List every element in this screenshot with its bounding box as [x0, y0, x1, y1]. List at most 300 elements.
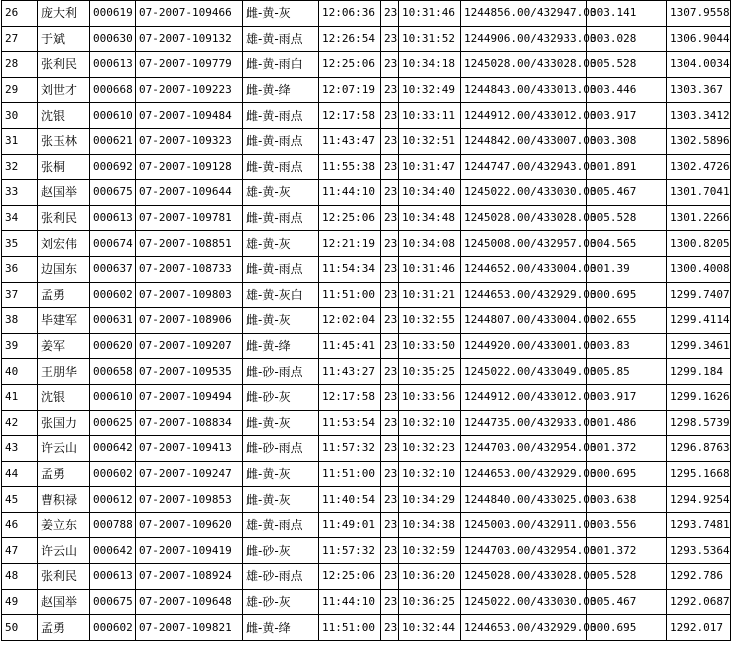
- ring-number-cell: 07-2007-109535: [136, 359, 243, 385]
- release-time-cell: 11:53:54: [319, 410, 381, 436]
- speed-cell: 1298.5739: [667, 410, 731, 436]
- day-cell: 23: [381, 538, 399, 564]
- coordinates-cell: 1244703.00/432954.00: [461, 436, 587, 462]
- distance-cell: 303.028: [587, 26, 667, 52]
- bird-color-cell: 雌-砂-雨点: [243, 359, 319, 385]
- ring-number-cell: 07-2007-109128: [136, 154, 243, 180]
- rank-cell: 48: [2, 564, 38, 590]
- arrival-time-cell: 10:32:23: [399, 436, 461, 462]
- release-time-cell: 11:43:27: [319, 359, 381, 385]
- distance-cell: 304.565: [587, 231, 667, 257]
- table-row: [2, 538, 731, 564]
- release-time-cell: 11:51:00: [319, 282, 381, 308]
- coordinates-cell: 1244856.00/432947.00: [461, 1, 587, 27]
- day-cell: 23: [381, 180, 399, 206]
- speed-cell: 1307.9558: [667, 1, 731, 27]
- coordinates-cell: 1244703.00/432954.00: [461, 538, 587, 564]
- bird-color-cell: 雌-黄-绛: [243, 333, 319, 359]
- owner-name-cell: 赵国举: [38, 589, 90, 615]
- member-id-cell: 000613: [90, 52, 136, 78]
- speed-cell: 1301.2266: [667, 205, 731, 231]
- bird-color-cell: 雌-黄-灰: [243, 461, 319, 487]
- member-id-cell: 000619: [90, 1, 136, 27]
- rank-cell: 32: [2, 154, 38, 180]
- results-table-body: [2, 1, 731, 641]
- distance-cell: 303.917: [587, 384, 667, 410]
- arrival-time-cell: 10:31:46: [399, 1, 461, 27]
- day-cell: 23: [381, 26, 399, 52]
- rank-cell: 28: [2, 52, 38, 78]
- owner-name-cell: 曹积禄: [38, 487, 90, 513]
- bird-color-cell: 雌-黄-灰: [243, 1, 319, 27]
- arrival-time-cell: 10:32:55: [399, 308, 461, 334]
- rank-cell: 44: [2, 461, 38, 487]
- arrival-time-cell: 10:32:51: [399, 128, 461, 154]
- rank-cell: 49: [2, 589, 38, 615]
- distance-cell: 305.528: [587, 52, 667, 78]
- member-id-cell: 000631: [90, 308, 136, 334]
- ring-number-cell: 07-2007-108906: [136, 308, 243, 334]
- distance-cell: 301.486: [587, 410, 667, 436]
- coordinates-cell: 1245028.00/433028.00: [461, 564, 587, 590]
- bird-color-cell: 雄-砂-灰: [243, 589, 319, 615]
- arrival-time-cell: 10:34:29: [399, 487, 461, 513]
- release-time-cell: 12:17:58: [319, 384, 381, 410]
- distance-cell: 301.39: [587, 256, 667, 282]
- member-id-cell: 000658: [90, 359, 136, 385]
- release-time-cell: 11:44:10: [319, 180, 381, 206]
- bird-color-cell: 雄-黄-灰: [243, 180, 319, 206]
- rank-cell: 29: [2, 77, 38, 103]
- release-time-cell: 11:55:38: [319, 154, 381, 180]
- ring-number-cell: 07-2007-109419: [136, 538, 243, 564]
- rank-cell: 43: [2, 436, 38, 462]
- owner-name-cell: 姜立东: [38, 512, 90, 538]
- ring-number-cell: 07-2007-109803: [136, 282, 243, 308]
- bird-color-cell: 雄-黄-雨点: [243, 26, 319, 52]
- ring-number-cell: 07-2007-109644: [136, 180, 243, 206]
- day-cell: 23: [381, 52, 399, 78]
- rank-cell: 46: [2, 512, 38, 538]
- table-row: [2, 282, 731, 308]
- owner-name-cell: 赵国举: [38, 180, 90, 206]
- arrival-time-cell: 10:31:46: [399, 256, 461, 282]
- rank-cell: 27: [2, 26, 38, 52]
- arrival-time-cell: 10:31:47: [399, 154, 461, 180]
- table-row: [2, 128, 731, 154]
- table-row: [2, 52, 731, 78]
- release-time-cell: 11:40:54: [319, 487, 381, 513]
- ring-number-cell: 07-2007-109223: [136, 77, 243, 103]
- rank-cell: 42: [2, 410, 38, 436]
- release-time-cell: 11:57:32: [319, 436, 381, 462]
- release-time-cell: 12:17:58: [319, 103, 381, 129]
- owner-name-cell: 姜军: [38, 333, 90, 359]
- arrival-time-cell: 10:32:10: [399, 461, 461, 487]
- member-id-cell: 000668: [90, 77, 136, 103]
- owner-name-cell: 张利民: [38, 564, 90, 590]
- day-cell: 23: [381, 461, 399, 487]
- rank-cell: 50: [2, 615, 38, 641]
- arrival-time-cell: 10:35:25: [399, 359, 461, 385]
- ring-number-cell: 07-2007-109494: [136, 384, 243, 410]
- arrival-time-cell: 10:32:44: [399, 615, 461, 641]
- arrival-time-cell: 10:34:08: [399, 231, 461, 257]
- release-time-cell: 12:06:36: [319, 1, 381, 27]
- speed-cell: 1295.1668: [667, 461, 731, 487]
- table-row: [2, 461, 731, 487]
- ring-number-cell: 07-2007-109779: [136, 52, 243, 78]
- ring-number-cell: 07-2007-108834: [136, 410, 243, 436]
- coordinates-cell: 1244653.00/432929.00: [461, 461, 587, 487]
- owner-name-cell: 庞大利: [38, 1, 90, 27]
- rank-cell: 47: [2, 538, 38, 564]
- member-id-cell: 000675: [90, 180, 136, 206]
- member-id-cell: 000674: [90, 231, 136, 257]
- day-cell: 23: [381, 154, 399, 180]
- release-time-cell: 12:21:19: [319, 231, 381, 257]
- distance-cell: 303.917: [587, 103, 667, 129]
- owner-name-cell: 许云山: [38, 436, 90, 462]
- table-row: [2, 77, 731, 103]
- day-cell: 23: [381, 308, 399, 334]
- distance-cell: 303.446: [587, 77, 667, 103]
- ring-number-cell: 07-2007-108924: [136, 564, 243, 590]
- coordinates-cell: 1245028.00/433028.00: [461, 52, 587, 78]
- coordinates-cell: 1244920.00/433001.00: [461, 333, 587, 359]
- member-id-cell: 000602: [90, 615, 136, 641]
- day-cell: 23: [381, 231, 399, 257]
- distance-cell: 300.695: [587, 282, 667, 308]
- coordinates-cell: 1244653.00/432929.00: [461, 615, 587, 641]
- arrival-time-cell: 10:32:10: [399, 410, 461, 436]
- owner-name-cell: 张利民: [38, 205, 90, 231]
- owner-name-cell: 于斌: [38, 26, 90, 52]
- day-cell: 23: [381, 487, 399, 513]
- ring-number-cell: 07-2007-108733: [136, 256, 243, 282]
- coordinates-cell: 1244842.00/433007.00: [461, 128, 587, 154]
- member-id-cell: 000612: [90, 487, 136, 513]
- owner-name-cell: 张国力: [38, 410, 90, 436]
- day-cell: 23: [381, 77, 399, 103]
- member-id-cell: 000602: [90, 461, 136, 487]
- rank-cell: 38: [2, 308, 38, 334]
- day-cell: 23: [381, 128, 399, 154]
- speed-cell: 1303.3412: [667, 103, 731, 129]
- results-table: [1, 0, 731, 641]
- member-id-cell: 000630: [90, 26, 136, 52]
- ring-number-cell: 07-2007-109853: [136, 487, 243, 513]
- speed-cell: 1306.9044: [667, 26, 731, 52]
- day-cell: 23: [381, 564, 399, 590]
- table-row: [2, 359, 731, 385]
- distance-cell: 301.372: [587, 538, 667, 564]
- table-row: [2, 180, 731, 206]
- day-cell: 23: [381, 384, 399, 410]
- bird-color-cell: 雌-黄-灰: [243, 410, 319, 436]
- ring-number-cell: 07-2007-109323: [136, 128, 243, 154]
- table-row: [2, 487, 731, 513]
- distance-cell: 305.467: [587, 180, 667, 206]
- day-cell: 23: [381, 436, 399, 462]
- day-cell: 23: [381, 359, 399, 385]
- table-row: [2, 256, 731, 282]
- arrival-time-cell: 10:32:49: [399, 77, 461, 103]
- owner-name-cell: 孟勇: [38, 615, 90, 641]
- table-row: [2, 154, 731, 180]
- speed-cell: 1301.7041: [667, 180, 731, 206]
- distance-cell: 303.638: [587, 487, 667, 513]
- table-row: [2, 231, 731, 257]
- member-id-cell: 000621: [90, 128, 136, 154]
- bird-color-cell: 雌-黄-雨点: [243, 128, 319, 154]
- member-id-cell: 000642: [90, 538, 136, 564]
- release-time-cell: 11:49:01: [319, 512, 381, 538]
- speed-cell: 1293.5364: [667, 538, 731, 564]
- release-time-cell: 11:51:00: [319, 615, 381, 641]
- speed-cell: 1299.7407: [667, 282, 731, 308]
- member-id-cell: 000625: [90, 410, 136, 436]
- day-cell: 23: [381, 589, 399, 615]
- release-time-cell: 12:07:19: [319, 77, 381, 103]
- distance-cell: 305.528: [587, 564, 667, 590]
- bird-color-cell: 雌-黄-雨点: [243, 103, 319, 129]
- day-cell: 23: [381, 103, 399, 129]
- table-row: [2, 512, 731, 538]
- arrival-time-cell: 10:34:40: [399, 180, 461, 206]
- ring-number-cell: 07-2007-109413: [136, 436, 243, 462]
- coordinates-cell: 1245003.00/432911.00: [461, 512, 587, 538]
- member-id-cell: 000675: [90, 589, 136, 615]
- distance-cell: 301.372: [587, 436, 667, 462]
- bird-color-cell: 雌-黄-雨白: [243, 52, 319, 78]
- speed-cell: 1293.7481: [667, 512, 731, 538]
- coordinates-cell: 1244747.00/432943.00: [461, 154, 587, 180]
- speed-cell: 1299.3461: [667, 333, 731, 359]
- rank-cell: 34: [2, 205, 38, 231]
- bird-color-cell: 雌-黄-灰: [243, 487, 319, 513]
- day-cell: 23: [381, 410, 399, 436]
- ring-number-cell: 07-2007-109648: [136, 589, 243, 615]
- owner-name-cell: 王朋华: [38, 359, 90, 385]
- rank-cell: 37: [2, 282, 38, 308]
- release-time-cell: 11:57:32: [319, 538, 381, 564]
- ring-number-cell: 07-2007-109466: [136, 1, 243, 27]
- distance-cell: 303.83: [587, 333, 667, 359]
- coordinates-cell: 1245022.00/433030.00: [461, 180, 587, 206]
- ring-number-cell: 07-2007-109207: [136, 333, 243, 359]
- day-cell: 23: [381, 333, 399, 359]
- owner-name-cell: 边国东: [38, 256, 90, 282]
- rank-cell: 26: [2, 1, 38, 27]
- day-cell: 23: [381, 512, 399, 538]
- arrival-time-cell: 10:34:18: [399, 52, 461, 78]
- distance-cell: 303.141: [587, 1, 667, 27]
- distance-cell: 303.556: [587, 512, 667, 538]
- rank-cell: 33: [2, 180, 38, 206]
- speed-cell: 1292.0687: [667, 589, 731, 615]
- distance-cell: 305.528: [587, 205, 667, 231]
- coordinates-cell: 1244840.00/433025.00: [461, 487, 587, 513]
- arrival-time-cell: 10:31:21: [399, 282, 461, 308]
- bird-color-cell: 雌-黄-雨点: [243, 205, 319, 231]
- bird-color-cell: 雌-砂-雨点: [243, 436, 319, 462]
- coordinates-cell: 1244843.00/433013.00: [461, 77, 587, 103]
- table-row: [2, 589, 731, 615]
- release-time-cell: 11:45:41: [319, 333, 381, 359]
- rank-cell: 41: [2, 384, 38, 410]
- arrival-time-cell: 10:33:50: [399, 333, 461, 359]
- bird-color-cell: 雌-黄-灰: [243, 308, 319, 334]
- release-time-cell: 12:25:06: [319, 52, 381, 78]
- bird-color-cell: 雌-砂-灰: [243, 384, 319, 410]
- bird-color-cell: 雄-黄-灰: [243, 231, 319, 257]
- speed-cell: 1299.184: [667, 359, 731, 385]
- owner-name-cell: 刘宏伟: [38, 231, 90, 257]
- member-id-cell: 000692: [90, 154, 136, 180]
- distance-cell: 300.695: [587, 615, 667, 641]
- ring-number-cell: 07-2007-109821: [136, 615, 243, 641]
- release-time-cell: 12:25:06: [319, 564, 381, 590]
- ring-number-cell: 07-2007-109132: [136, 26, 243, 52]
- table-row: [2, 384, 731, 410]
- arrival-time-cell: 10:33:56: [399, 384, 461, 410]
- rank-cell: 40: [2, 359, 38, 385]
- arrival-time-cell: 10:31:52: [399, 26, 461, 52]
- coordinates-cell: 1245022.00/433030.00: [461, 589, 587, 615]
- member-id-cell: 000788: [90, 512, 136, 538]
- arrival-time-cell: 10:34:48: [399, 205, 461, 231]
- release-time-cell: 11:54:34: [319, 256, 381, 282]
- speed-cell: 1292.786: [667, 564, 731, 590]
- table-row: [2, 615, 731, 641]
- rank-cell: 35: [2, 231, 38, 257]
- table-row: [2, 308, 731, 334]
- rank-cell: 31: [2, 128, 38, 154]
- member-id-cell: 000637: [90, 256, 136, 282]
- rank-cell: 39: [2, 333, 38, 359]
- day-cell: 23: [381, 205, 399, 231]
- release-time-cell: 11:43:47: [319, 128, 381, 154]
- day-cell: 23: [381, 256, 399, 282]
- coordinates-cell: 1245008.00/432957.00: [461, 231, 587, 257]
- coordinates-cell: 1244652.00/433004.00: [461, 256, 587, 282]
- bird-color-cell: 雄-黄-雨点: [243, 512, 319, 538]
- coordinates-cell: 1244906.00/432933.00: [461, 26, 587, 52]
- member-id-cell: 000610: [90, 384, 136, 410]
- ring-number-cell: 07-2007-108851: [136, 231, 243, 257]
- table-row: [2, 410, 731, 436]
- arrival-time-cell: 10:33:11: [399, 103, 461, 129]
- owner-name-cell: 孟勇: [38, 282, 90, 308]
- table-row: [2, 436, 731, 462]
- release-time-cell: 11:44:10: [319, 589, 381, 615]
- table-row: [2, 564, 731, 590]
- bird-color-cell: 雌-砂-灰: [243, 538, 319, 564]
- release-time-cell: 12:25:06: [319, 205, 381, 231]
- release-time-cell: 11:51:00: [319, 461, 381, 487]
- table-row: [2, 1, 731, 27]
- table-row: [2, 103, 731, 129]
- speed-cell: 1302.5896: [667, 128, 731, 154]
- member-id-cell: 000613: [90, 564, 136, 590]
- distance-cell: 300.695: [587, 461, 667, 487]
- coordinates-cell: 1244912.00/433012.00: [461, 384, 587, 410]
- speed-cell: 1300.4008: [667, 256, 731, 282]
- arrival-time-cell: 10:36:25: [399, 589, 461, 615]
- table-row: [2, 26, 731, 52]
- owner-name-cell: 沈银: [38, 384, 90, 410]
- member-id-cell: 000610: [90, 103, 136, 129]
- speed-cell: 1299.1626: [667, 384, 731, 410]
- distance-cell: 302.655: [587, 308, 667, 334]
- distance-cell: 301.891: [587, 154, 667, 180]
- speed-cell: 1300.8205: [667, 231, 731, 257]
- coordinates-cell: 1244735.00/432933.00: [461, 410, 587, 436]
- release-time-cell: 12:26:54: [319, 26, 381, 52]
- speed-cell: 1292.017: [667, 615, 731, 641]
- speed-cell: 1299.4114: [667, 308, 731, 334]
- coordinates-cell: 1244912.00/433012.00: [461, 103, 587, 129]
- distance-cell: 303.308: [587, 128, 667, 154]
- distance-cell: 305.85: [587, 359, 667, 385]
- owner-name-cell: 毕建军: [38, 308, 90, 334]
- distance-cell: 305.467: [587, 589, 667, 615]
- bird-color-cell: 雌-黄-雨点: [243, 256, 319, 282]
- owner-name-cell: 孟勇: [38, 461, 90, 487]
- ring-number-cell: 07-2007-109247: [136, 461, 243, 487]
- bird-color-cell: 雌-黄-绛: [243, 615, 319, 641]
- arrival-time-cell: 10:36:20: [399, 564, 461, 590]
- coordinates-cell: 1244653.00/432929.00: [461, 282, 587, 308]
- speed-cell: 1296.8763: [667, 436, 731, 462]
- owner-name-cell: 许云山: [38, 538, 90, 564]
- owner-name-cell: 张利民: [38, 52, 90, 78]
- member-id-cell: 000620: [90, 333, 136, 359]
- day-cell: 23: [381, 1, 399, 27]
- owner-name-cell: 刘世才: [38, 77, 90, 103]
- owner-name-cell: 沈银: [38, 103, 90, 129]
- speed-cell: 1303.367: [667, 77, 731, 103]
- owner-name-cell: 张玉林: [38, 128, 90, 154]
- table-row: [2, 205, 731, 231]
- rank-cell: 30: [2, 103, 38, 129]
- day-cell: 23: [381, 282, 399, 308]
- coordinates-cell: 1244807.00/433004.00: [461, 308, 587, 334]
- arrival-time-cell: 10:34:38: [399, 512, 461, 538]
- ring-number-cell: 07-2007-109781: [136, 205, 243, 231]
- rank-cell: 45: [2, 487, 38, 513]
- release-time-cell: 12:02:04: [319, 308, 381, 334]
- bird-color-cell: 雌-黄-雨点: [243, 154, 319, 180]
- member-id-cell: 000613: [90, 205, 136, 231]
- rank-cell: 36: [2, 256, 38, 282]
- speed-cell: 1304.0034: [667, 52, 731, 78]
- arrival-time-cell: 10:32:59: [399, 538, 461, 564]
- ring-number-cell: 07-2007-109484: [136, 103, 243, 129]
- bird-color-cell: 雄-砂-雨点: [243, 564, 319, 590]
- ring-number-cell: 07-2007-109620: [136, 512, 243, 538]
- member-id-cell: 000642: [90, 436, 136, 462]
- speed-cell: 1302.4726: [667, 154, 731, 180]
- bird-color-cell: 雄-黄-灰白: [243, 282, 319, 308]
- table-row: [2, 333, 731, 359]
- bird-color-cell: 雌-黄-绛: [243, 77, 319, 103]
- speed-cell: 1294.9254: [667, 487, 731, 513]
- coordinates-cell: 1245022.00/433049.00: [461, 359, 587, 385]
- member-id-cell: 000602: [90, 282, 136, 308]
- owner-name-cell: 张桐: [38, 154, 90, 180]
